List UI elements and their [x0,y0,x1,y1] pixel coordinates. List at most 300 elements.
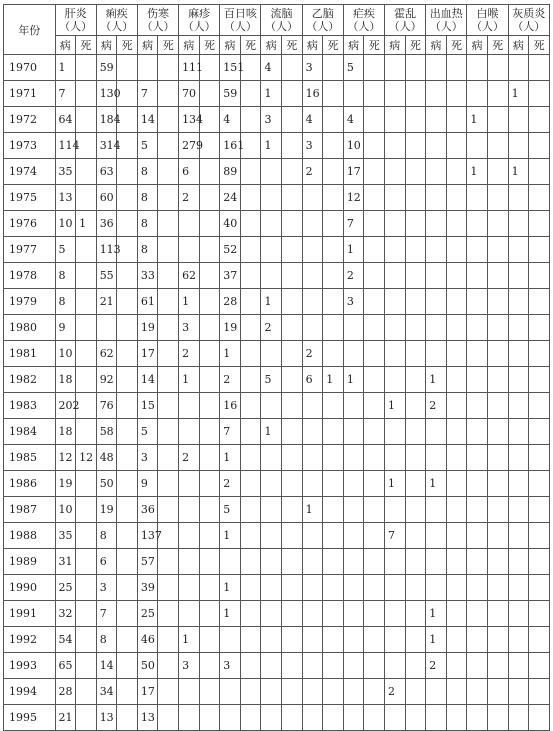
death-count-cell [76,471,97,497]
sick-count-cell [467,185,488,211]
sick-count-cell: 1 [385,393,406,419]
death-count-cell [158,419,179,445]
sick-count-cell: 1 [343,367,364,393]
death-count-cell [199,367,220,393]
death-count-cell [405,133,426,159]
death-count-cell [240,705,261,731]
death-count-cell [76,679,97,705]
death-count-cell [529,419,550,445]
death-count-cell [158,289,179,315]
table-row [4,367,550,393]
table-row [4,55,550,81]
death-count-cell [240,627,261,653]
sick-count-cell [261,679,282,705]
sick-count-cell: 61 [137,289,158,315]
sick-count-cell: 2 [302,341,323,367]
death-count-cell [199,211,220,237]
death-count-cell [282,315,303,341]
sick-count-cell [508,263,529,289]
sick-count-cell [261,705,282,731]
death-count-cell [529,653,550,679]
sub-header-sick: 病 [55,36,76,55]
sick-count-cell: 16 [302,81,323,107]
sub-header-sick: 病 [220,36,241,55]
sick-count-cell [302,263,323,289]
sick-count-cell [508,237,529,263]
death-count-cell [487,81,508,107]
death-count-cell [282,497,303,523]
death-count-cell [323,393,344,419]
sick-count-cell: 14 [137,107,158,133]
sick-count-cell: 6 [302,367,323,393]
sick-count-cell: 3 [179,653,200,679]
death-count-cell [364,419,385,445]
death-count-cell [364,341,385,367]
year-cell: 1981 [4,341,56,367]
death-count-cell [282,523,303,549]
table-row [4,133,550,159]
sick-count-cell: 14 [96,653,117,679]
sick-count-cell [385,497,406,523]
death-count-cell [529,237,550,263]
death-count-cell [117,523,138,549]
death-count-cell [282,237,303,263]
sick-count-cell [343,575,364,601]
death-count-cell [529,55,550,81]
death-count-cell [446,211,467,237]
sick-count-cell: 8 [137,159,158,185]
death-count-cell [199,393,220,419]
year-cell: 1993 [4,653,56,679]
table-row [4,341,550,367]
sick-count-cell [508,341,529,367]
death-count-cell [487,497,508,523]
table-row [4,679,550,705]
death-count-cell [364,705,385,731]
death-count-cell [405,315,426,341]
sick-count-cell [343,549,364,575]
disease-header-per: 百日咳（人） [220,5,261,36]
table-row [4,107,550,133]
sick-count-cell [343,523,364,549]
sick-count-cell [467,497,488,523]
sick-count-cell [302,237,323,263]
sick-count-cell [467,705,488,731]
sick-count-cell [426,185,447,211]
table-row [4,393,550,419]
death-count-cell [282,445,303,471]
death-count-cell [282,549,303,575]
death-count-cell [405,523,426,549]
death-count-cell [323,185,344,211]
death-count-cell [446,367,467,393]
death-count-cell [323,81,344,107]
year-cell: 1982 [4,367,56,393]
death-count-cell [487,55,508,81]
death-count-cell [529,211,550,237]
table-row [4,627,550,653]
death-count-cell [446,289,467,315]
death-count-cell [487,107,508,133]
sick-count-cell [426,237,447,263]
sick-count-cell [343,393,364,419]
sick-count-cell: 13 [137,705,158,731]
death-count-cell [446,471,467,497]
death-count-cell [282,133,303,159]
table-row [4,211,550,237]
death-count-cell [405,705,426,731]
death-count-cell [282,575,303,601]
sick-count-cell: 5 [137,419,158,445]
death-count-cell [487,419,508,445]
sick-count-cell: 3 [137,445,158,471]
sick-count-cell: 21 [96,289,117,315]
death-count-cell [364,289,385,315]
sick-count-cell: 9 [55,315,76,341]
year-cell: 1994 [4,679,56,705]
death-count-cell [158,601,179,627]
sick-count-cell: 7 [137,81,158,107]
sick-count-cell: 35 [55,159,76,185]
death-count-cell [76,549,97,575]
sub-header-sick: 病 [137,36,158,55]
death-count-cell [76,575,97,601]
sick-count-cell [302,601,323,627]
sick-count-cell [426,549,447,575]
death-count-cell [405,289,426,315]
sick-count-cell: 59 [220,81,241,107]
death-count-cell [446,159,467,185]
sick-count-cell [508,419,529,445]
sick-count-cell: 39 [137,575,158,601]
sick-count-cell: 151 [220,55,241,81]
death-count-cell [282,211,303,237]
death-count-cell [364,133,385,159]
death-count-cell [240,549,261,575]
sick-count-cell: 50 [137,653,158,679]
death-count-cell [446,575,467,601]
year-cell: 1979 [4,289,56,315]
sick-count-cell [179,211,200,237]
sick-count-cell [179,705,200,731]
table-row [4,445,550,471]
sick-count-cell [508,575,529,601]
sick-count-cell: 184 [96,107,117,133]
death-count-cell [240,107,261,133]
death-count-cell [405,159,426,185]
sick-count-cell [302,445,323,471]
death-count-cell [364,471,385,497]
table-row [4,315,550,341]
sick-count-cell: 15 [137,393,158,419]
death-count-cell [76,185,97,211]
death-count-cell [323,107,344,133]
sick-count-cell: 19 [96,497,117,523]
sick-count-cell [426,81,447,107]
death-count-cell [117,419,138,445]
death-count-cell [405,601,426,627]
sick-count-cell: 134 [179,107,200,133]
sick-count-cell [426,575,447,601]
sick-count-cell [385,237,406,263]
sick-count-cell: 1 [220,341,241,367]
year-cell: 1991 [4,601,56,627]
death-count-cell [364,81,385,107]
death-count-cell [199,445,220,471]
sick-count-cell: 1 [426,601,447,627]
death-count-cell [282,393,303,419]
sick-count-cell: 12 [55,445,76,471]
death-count-cell [529,263,550,289]
sick-count-cell [467,445,488,471]
death-count-cell [76,601,97,627]
year-cell: 1989 [4,549,56,575]
sick-count-cell: 8 [96,523,117,549]
table-row [4,575,550,601]
death-count-cell [364,315,385,341]
sick-count-cell: 31 [55,549,76,575]
sick-count-cell: 32 [55,601,76,627]
death-count-cell [323,497,344,523]
year-cell: 1992 [4,627,56,653]
sick-count-cell [385,341,406,367]
death-count-cell [364,497,385,523]
death-count-cell [117,263,138,289]
death-count-cell [487,393,508,419]
sick-count-cell: 1 [426,627,447,653]
sick-count-cell [302,315,323,341]
death-count-cell [117,575,138,601]
death-count-cell [76,653,97,679]
sick-count-cell [261,185,282,211]
death-count-cell [529,471,550,497]
death-count-cell [446,315,467,341]
sick-count-cell: 60 [96,185,117,211]
death-count-cell [446,497,467,523]
sick-count-cell: 114 [55,133,76,159]
sick-count-cell [302,653,323,679]
sick-count-cell: 3 [302,133,323,159]
header-sub-row [4,36,550,55]
sick-count-cell: 8 [55,263,76,289]
year-cell: 1984 [4,419,56,445]
sick-count-cell [508,185,529,211]
sub-header-sick: 病 [467,36,488,55]
sick-count-cell [467,393,488,419]
sick-count-cell: 130 [96,81,117,107]
death-count-cell [364,211,385,237]
sick-count-cell [343,445,364,471]
death-count-cell [487,211,508,237]
sick-count-cell: 2 [426,653,447,679]
sick-count-cell: 5 [261,367,282,393]
death-count-cell [117,185,138,211]
death-count-cell [240,523,261,549]
death-count-cell [446,237,467,263]
death-count-cell [199,341,220,367]
sick-count-cell: 5 [137,133,158,159]
sick-count-cell: 161 [220,133,241,159]
death-count-cell [240,315,261,341]
sick-count-cell: 1 [261,133,282,159]
death-count-cell [240,185,261,211]
sick-count-cell: 1 [179,289,200,315]
death-count-cell [76,705,97,731]
disease-header-pol: 灰质炎（人） [508,5,549,36]
sick-count-cell [467,679,488,705]
sick-count-cell [261,601,282,627]
sick-count-cell: 19 [137,315,158,341]
sick-count-cell: 35 [55,523,76,549]
disease-header-mal: 疟疾（人） [343,5,384,36]
sick-count-cell [179,237,200,263]
table-row [4,159,550,185]
sick-count-cell: 55 [96,263,117,289]
sick-count-cell: 1 [261,419,282,445]
death-count-cell [529,133,550,159]
sick-count-cell [385,289,406,315]
death-count-cell [282,55,303,81]
sick-count-cell: 16 [220,393,241,419]
sick-count-cell: 18 [55,367,76,393]
sub-header-sick: 病 [508,36,529,55]
sick-count-cell: 2 [385,679,406,705]
sick-count-cell: 7 [343,211,364,237]
death-count-cell [158,575,179,601]
sick-count-cell: 33 [137,263,158,289]
disease-statistics-table [3,4,550,731]
sick-count-cell [302,523,323,549]
death-count-cell [282,159,303,185]
sick-count-cell [302,289,323,315]
sick-count-cell: 2 [179,341,200,367]
sick-count-cell: 92 [96,367,117,393]
table-header [4,5,550,55]
sick-count-cell [385,419,406,445]
death-count-cell [323,627,344,653]
sick-count-cell: 37 [220,263,241,289]
sick-count-cell [261,497,282,523]
death-count-cell [158,159,179,185]
sick-count-cell [220,627,241,653]
disease-header-dys: 痢疾（人） [96,5,137,36]
sick-count-cell: 5 [220,497,241,523]
sick-count-cell [385,263,406,289]
sick-count-cell: 36 [137,497,158,523]
death-count-cell [364,679,385,705]
sub-header-dead: 死 [529,36,550,55]
sick-count-cell: 13 [96,705,117,731]
death-count-cell [323,653,344,679]
sick-count-cell [302,185,323,211]
sub-header-dead: 死 [446,36,467,55]
disease-header-mea: 麻疹（人） [179,5,220,36]
sick-count-cell [508,497,529,523]
sick-count-cell: 2 [302,159,323,185]
death-count-cell [405,445,426,471]
sick-count-cell: 5 [343,55,364,81]
year-cell: 1970 [4,55,56,81]
table-row [4,471,550,497]
death-count-cell [487,549,508,575]
death-count-cell [529,289,550,315]
death-count-cell [405,185,426,211]
death-count-cell [487,159,508,185]
death-count-cell [529,315,550,341]
death-count-cell [282,601,303,627]
sick-count-cell: 28 [220,289,241,315]
death-count-cell [158,393,179,419]
death-count-cell [199,289,220,315]
sick-count-cell: 8 [137,211,158,237]
sick-count-cell: 1 [261,289,282,315]
death-count-cell [199,315,220,341]
sick-count-cell: 1 [55,55,76,81]
sick-count-cell: 4 [261,55,282,81]
death-count-cell [199,159,220,185]
sick-count-cell: 1 [220,575,241,601]
death-count-cell [117,497,138,523]
sick-count-cell: 40 [220,211,241,237]
year-cell: 1972 [4,107,56,133]
sick-count-cell [426,341,447,367]
death-count-cell [364,393,385,419]
death-count-cell [364,627,385,653]
death-count-cell [282,289,303,315]
sick-count-cell: 8 [55,289,76,315]
sick-count-cell: 7 [55,81,76,107]
sick-count-cell: 64 [55,107,76,133]
year-cell: 1978 [4,263,56,289]
sick-count-cell [261,159,282,185]
sick-count-cell [467,315,488,341]
sub-header-dead: 死 [158,36,179,55]
sick-count-cell: 1 [220,601,241,627]
death-count-cell [323,523,344,549]
death-count-cell [529,341,550,367]
death-count-cell [405,393,426,419]
sick-count-cell [508,445,529,471]
death-count-cell [282,341,303,367]
sick-count-cell [508,601,529,627]
sick-count-cell [261,263,282,289]
death-count-cell [405,81,426,107]
sick-count-cell [467,601,488,627]
sick-count-cell: 7 [385,523,406,549]
sick-count-cell: 314 [96,133,117,159]
sick-count-cell: 25 [137,601,158,627]
death-count-cell [364,107,385,133]
death-count-cell [487,575,508,601]
sick-count-cell: 46 [137,627,158,653]
sick-count-cell [508,705,529,731]
death-count-cell [117,289,138,315]
death-count-cell [446,393,467,419]
sick-count-cell [179,471,200,497]
death-count-cell [199,237,220,263]
death-count-cell [240,367,261,393]
sick-count-cell: 10 [55,211,76,237]
death-count-cell [323,575,344,601]
sick-count-cell [426,107,447,133]
sick-count-cell [343,471,364,497]
sick-count-cell [385,549,406,575]
disease-header-hem: 出血热（人） [426,5,467,36]
sick-count-cell: 8 [96,627,117,653]
sick-count-cell [426,55,447,81]
death-count-cell [199,653,220,679]
sick-count-cell: 2 [179,445,200,471]
